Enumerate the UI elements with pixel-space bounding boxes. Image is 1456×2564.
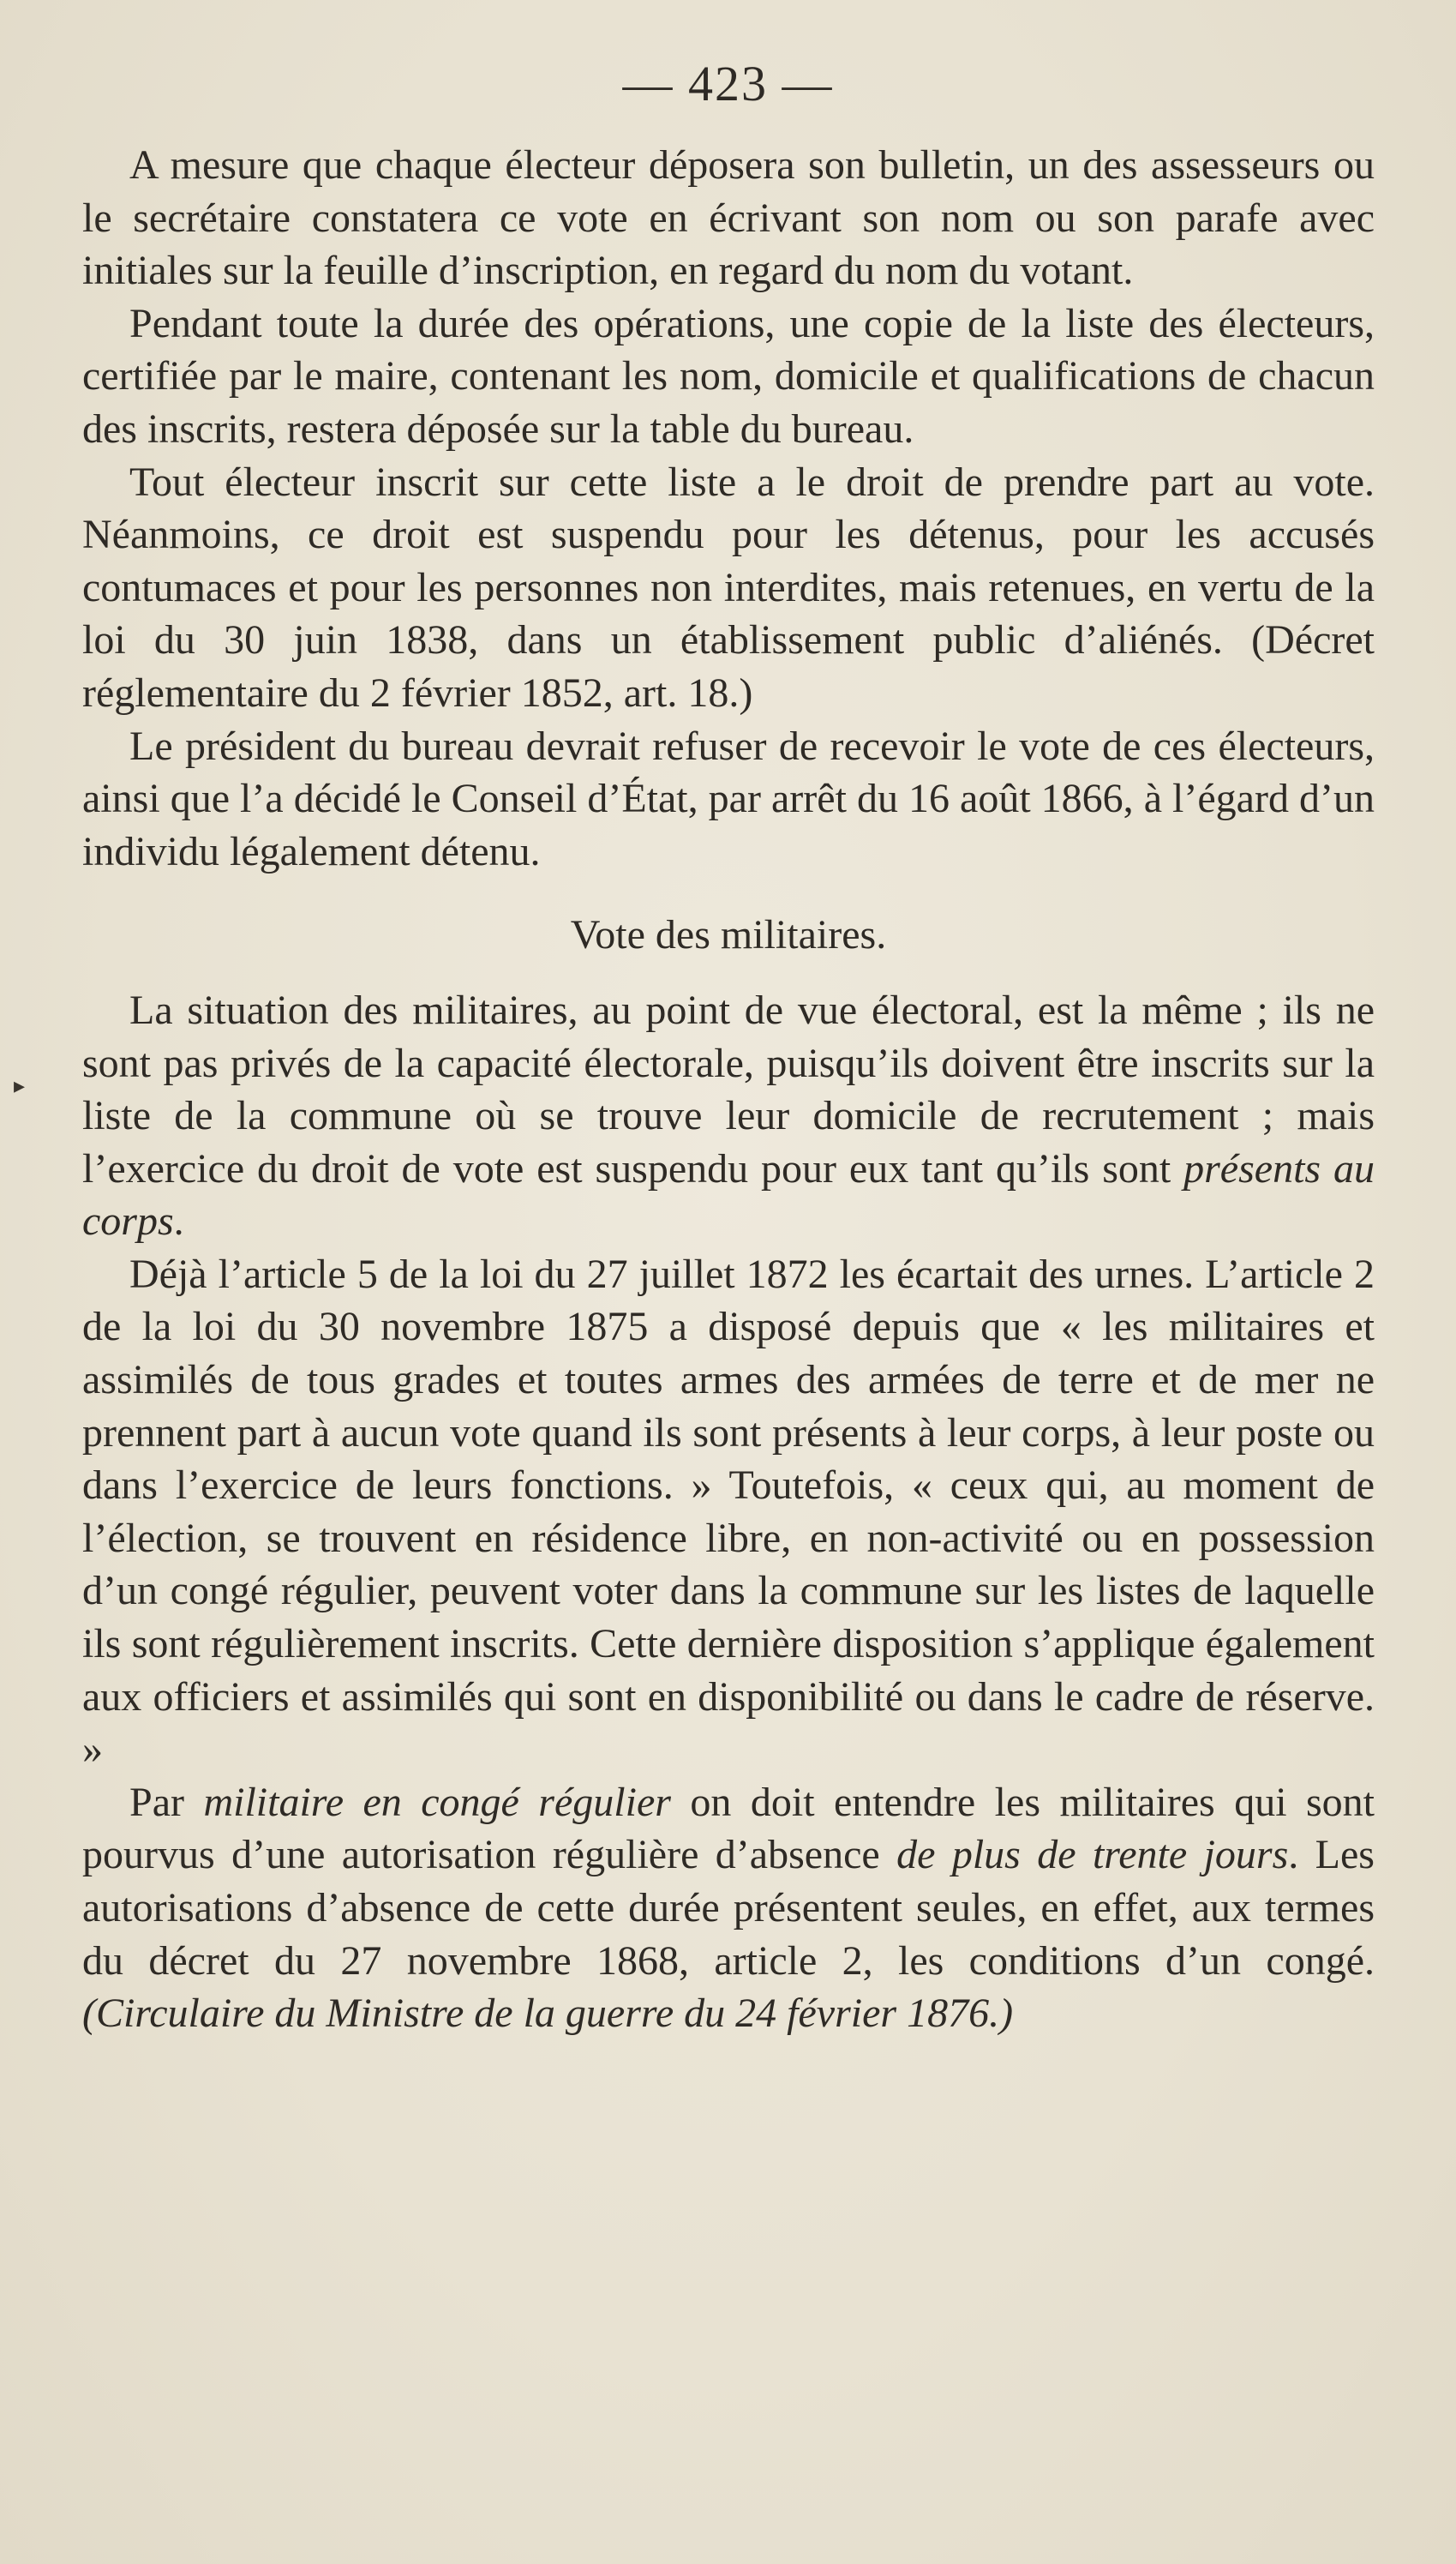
paragraph-right-to-vote: Tout électeur inscrit sur cette liste a le droit de prendre part au vote. Néanmoins, ce droit est suspendu pour les détenus, pour les accusés contumaces et pour les personnes non interdites, mais retenues, en vertu de la loi du 30 juin 1838, dans un établissement public d’aliénés. (Décret réglementaire du 2 février 1852, art. 18.) <box>82 459 1375 716</box>
paragraph-military-situation <box>82 984 1375 1248</box>
section-title: Vote des militaires. <box>570 912 887 958</box>
citation: (Circulaire du Ministre de la guerre du 24 février 1876.) <box>82 1991 1014 2037</box>
italic-phrase: militaire en congé régulier <box>203 1779 671 1825</box>
margin-mark: ▸ <box>14 1073 26 1098</box>
paragraph-regular-leave <box>82 1776 1375 2040</box>
text-run: . Les autorisations d’absence de cette durée présentent seules, en effet, aux termes du décret du 27 novembre 1868, article 2, les conditions d’un congé. <box>82 1832 1375 1984</box>
paragraph-military-laws: Déjà l’article 5 de la loi du 27 juillet 1872 les écartait des urnes. L’article 2 de la loi du 30 novembre 1875 a disposé depuis que « les militaires et assimilés de tous grades et toutes armes des armées de terre et de mer ne prennent part à aucun vote quand ils sont présents à leur corps, à leur poste ou dans l’exercice de leurs fonctions. » Toutefois, « ceux qui, au moment de l’élection, se trouvent en résidence libre, en non-activité ou en possession d’un congé régulier, peuvent voter dans la commune sur les listes de laquelle ils sont régulièrement inscrits. Cette dernière disposition s’applique également aux officiers et assimilés qui sont en disponibilité ou dans le cadre de réserve. » <box>82 1251 1375 1773</box>
text-run: on doit entendre les militaires qui sont pourvus d’une autorisation régulière d’absence <box>82 1779 1375 1878</box>
text-run: La situation des militaires, au point de vue électoral, est la même ; ils ne sont pas privés de la capacité électorale, puisqu’ils doivent être inscrits sur la liste de la commune où se trouve leur domicile de recrutement ; mais l’exercice du droit de vote est suspendu pour eux tant qu’ils sont <box>82 987 1375 1192</box>
italic-phrase: présents au corps <box>82 1145 1375 1245</box>
paragraph-president-refusal: Le président du bureau devrait refuser de recevoir le vote de ces électeurs, ainsi que l’a décidé le Conseil d’État, par arrêt du 16 août 1866, à l’égard d’un individu légalement détenu. <box>82 723 1375 874</box>
italic-phrase: de plus de trente jours <box>896 1832 1289 1878</box>
paragraph-voting-record: A mesure que chaque électeur déposera son bulletin, un des assesseurs ou le secrétaire constatera ce vote en écrivant son nom ou son parafe avec initiales sur la feuille d’inscription, en regard du nom du votant. <box>82 142 1375 294</box>
page-body <box>82 139 1375 2040</box>
page-number: — 423 — <box>622 56 834 111</box>
text-run: Par <box>129 1779 204 1825</box>
paragraph-voter-list: Pendant toute la durée des opérations, une copie de la liste des électeurs, certifiée par le maire, contenant les nom, domicile et qualifications de chacun des inscrits, restera déposée sur la table du bureau. <box>82 300 1375 452</box>
text-run: . <box>173 1198 184 1245</box>
